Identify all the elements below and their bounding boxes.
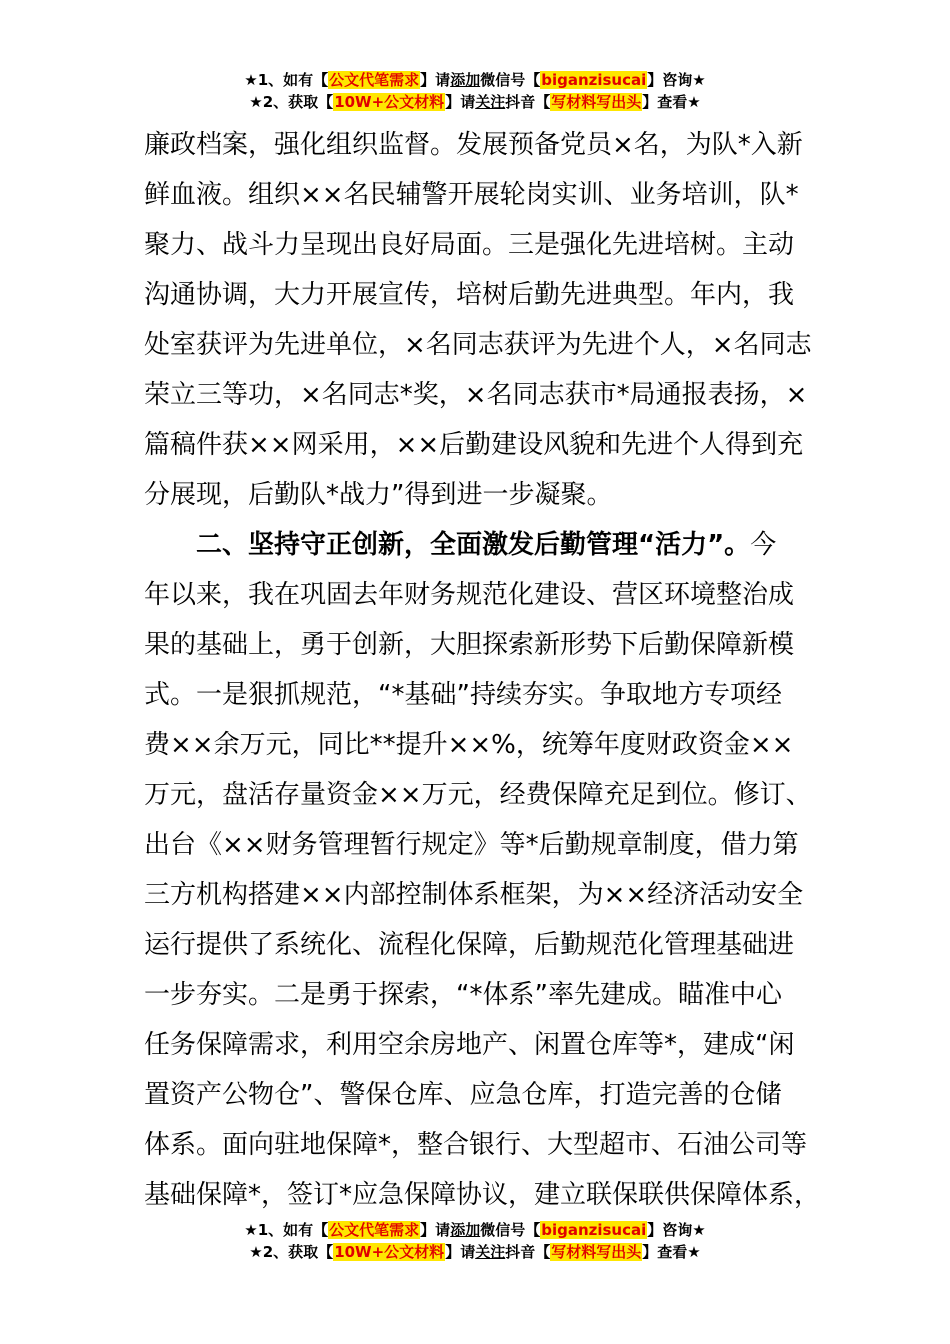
- banner-wechat-id: biganzisucai: [541, 1221, 647, 1239]
- section-heading-line: [144, 520, 816, 570]
- banner-text: ★2、获取【: [249, 93, 334, 111]
- banner-line-2: [0, 91, 950, 113]
- paragraph-line: 运行提供了系统化、流程化保障，后勤规范化管理基础进: [144, 930, 795, 960]
- banner-line-1: [0, 69, 950, 91]
- paragraph-text: 今: [750, 530, 777, 560]
- banner-text: 】查看★: [642, 93, 701, 111]
- banner-highlight: 10W+公文材料: [334, 93, 445, 111]
- top-banner: [0, 69, 950, 113]
- paragraph-line: 处室获评为先进单位，×名同志获评为先进个人，×名同志: [144, 330, 812, 360]
- banner-text: 】咨询★: [647, 1221, 706, 1239]
- paragraph-line: 体系。面向驻地保障*，整合银行、大型超市、石油公司等: [144, 1130, 808, 1160]
- paragraph-line: 聚力、战斗力呈现出良好局面。三是强化先进培树。主动: [144, 230, 795, 260]
- banner-text: 】查看★: [642, 1243, 701, 1261]
- paragraph-line: 式。一是狠抓规范，“*基础”持续夯实。争取地方专项经: [144, 680, 782, 710]
- banner-text: 抖音【: [505, 1243, 551, 1261]
- paragraph-line: 三方机构搭建××内部控制体系框架，为××经济活动安全: [144, 880, 804, 910]
- banner-line-2: [0, 1241, 950, 1263]
- banner-text: ★1、如有【: [244, 1221, 329, 1239]
- banner-highlight: 10W+公文材料: [334, 1243, 445, 1261]
- banner-line-1: [0, 1219, 950, 1241]
- banner-text: 】请: [445, 93, 476, 111]
- paragraph-line: 基础保障*，签订*应急保障协议，建立联保联供保障体系，: [144, 1180, 821, 1210]
- banner-text: 】请: [420, 71, 451, 89]
- banner-douyin-id: 写材料写出头: [551, 1243, 642, 1261]
- paragraph-line: 出台《××财务管理暂行规定》等*后勤规章制度，借力第: [144, 830, 799, 860]
- banner-highlight: 公文代笔需求: [329, 71, 420, 89]
- paragraph-line: 分展现，后勤队*战力”得到进一步凝聚。: [144, 480, 613, 510]
- paragraph-line: 万元，盘活存量资金××万元，经费保障充足到位。修订、: [144, 780, 812, 810]
- paragraph-line: 果的基础上，勇于创新，大胆探索新形势下后勤保障新模: [144, 630, 795, 660]
- banner-text: ★1、如有【: [244, 71, 329, 89]
- banner-underline-text: 关注: [475, 93, 506, 111]
- paragraph-line: 鲜血液。组织××名民辅警开展轮岗实训、业务培训，队*: [144, 180, 799, 210]
- paragraph-line: 一步夯实。二是勇于探索，“*体系”率先建成。瞄准中心: [144, 980, 782, 1010]
- banner-text: 】请: [445, 1243, 476, 1261]
- bottom-banner: [0, 1219, 950, 1263]
- banner-text: 】请: [420, 1221, 451, 1239]
- paragraph-line: 任务保障需求，利用空余房地产、闲置仓库等*，建成“闲: [144, 1030, 795, 1060]
- paragraph-line: 费××余万元，同比**提升××%，统筹年度财政资金××: [144, 730, 794, 760]
- banner-text: ★2、获取【: [249, 1243, 334, 1261]
- banner-text: 微信号【: [480, 71, 541, 89]
- banner-douyin-id: 写材料写出头: [551, 93, 642, 111]
- banner-underline-text: 添加: [450, 1221, 481, 1239]
- banner-text: 】咨询★: [647, 71, 706, 89]
- banner-text: 抖音【: [505, 93, 551, 111]
- paragraph-line: 荣立三等功，×名同志*奖，×名同志获市*局通报表扬，×: [144, 380, 808, 410]
- banner-highlight: 公文代笔需求: [329, 1221, 420, 1239]
- paragraph-line: 年以来，我在巩固去年财务规范化建设、营区环境整治成: [144, 580, 795, 610]
- banner-underline-text: 关注: [475, 1243, 506, 1261]
- paragraph-line: 廉政档案，强化组织监督。发展预备党员×名，为队*入新: [144, 130, 803, 160]
- banner-wechat-id: biganzisucai: [541, 71, 647, 89]
- paragraph-line: 置资产公物仓”、警保仓库、应急仓库，打造完善的仓储: [144, 1080, 782, 1110]
- paragraph-line: 篇稿件获××网采用，××后勤建设风貌和先进个人得到充: [144, 430, 804, 460]
- document-body: [144, 120, 821, 1220]
- paragraph-line: 沟通协调，大力开展宣传，培树后勤先进典型。年内，我: [144, 280, 795, 310]
- banner-underline-text: 添加: [450, 71, 481, 89]
- banner-text: 微信号【: [480, 1221, 541, 1239]
- section-heading: 二、坚持守正创新，全面激发后勤管理“活力”。: [196, 530, 751, 560]
